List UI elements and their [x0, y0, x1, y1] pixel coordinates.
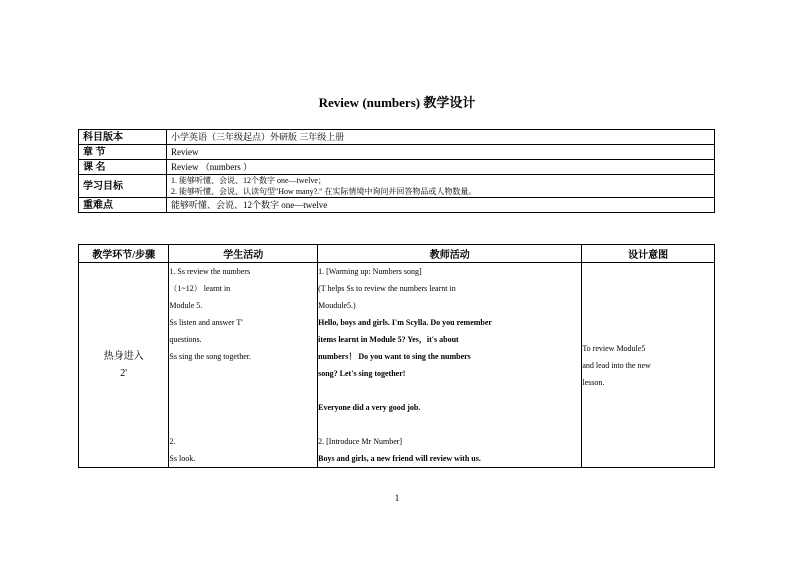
info-label: 章 节	[79, 145, 167, 160]
stage-cell	[79, 263, 169, 468]
student-line: Module 5.	[169, 301, 203, 310]
lesson-header-row	[79, 245, 715, 263]
info-label: 科目版本	[79, 130, 167, 145]
header-design-intent: 设计意图	[582, 245, 715, 263]
info-label: 课 名	[79, 160, 167, 175]
lesson-plan-table	[78, 244, 715, 468]
student-line	[169, 399, 317, 416]
teacher-line: numbers！ Do you want to sing the numbers	[318, 352, 471, 361]
lesson-row-warmup	[79, 263, 715, 468]
student-line: Ss look.	[169, 454, 196, 463]
header-teacher-activity: 教师活动	[318, 245, 582, 263]
student-line: （1~12） learnt in	[169, 284, 231, 293]
info-row-subject	[79, 130, 715, 145]
info-row-chapter	[79, 145, 715, 160]
intent-line: and lead into the new	[582, 360, 651, 370]
info-value: Review （numbers ）	[167, 160, 715, 175]
info-row-objectives	[79, 175, 715, 198]
teacher-line	[318, 382, 581, 399]
objective-line: 1. 能够听懂、会说、12个数字 one—twelve；	[171, 176, 326, 185]
teacher-line: Moudule5.)	[318, 301, 356, 310]
student-line: Ss sing the song together.	[169, 352, 251, 361]
header-student-activity: 学生活动	[169, 245, 318, 263]
teacher-line: items learnt in Module 5? Yes，it's about	[318, 335, 459, 344]
info-label: 学习目标	[79, 175, 167, 198]
student-activity-cell	[169, 263, 318, 468]
header-step: 教学环节/步骤	[79, 245, 169, 263]
teacher-line: song? Let's sing together!	[318, 369, 406, 378]
stage-name: 热身进入	[103, 351, 144, 362]
stage-time: 2'	[120, 368, 128, 379]
info-value: Review	[167, 145, 715, 160]
design-intent-cell	[582, 263, 715, 468]
intent-line: lesson.	[582, 377, 605, 387]
student-line	[169, 365, 317, 382]
student-line: 1. Ss review the numbers	[169, 267, 251, 276]
teacher-line: Everyone did a very good job.	[318, 403, 421, 412]
info-row-key-points	[79, 198, 715, 213]
info-label: 重难点	[79, 198, 167, 213]
teacher-line: Boys and girls, a new friend will review with us.	[318, 454, 481, 463]
teacher-line	[318, 416, 581, 433]
student-line: questions.	[169, 335, 202, 344]
teacher-line: 2. [Introduce Mr Number]	[318, 437, 403, 446]
info-value	[167, 175, 715, 198]
intent-line: To review Module5	[582, 343, 646, 353]
student-line	[169, 382, 317, 399]
teacher-line: 1. [Warming up: Numbers song]	[318, 267, 422, 276]
objective-line: 2. 能够听懂、会说、认读句型"How many?." 在实际情境中询问并回答物品或人物数量。	[171, 187, 477, 196]
course-info-table	[78, 129, 715, 213]
page-title: Review (numbers) 教学设计	[318, 95, 476, 110]
page-number: 1	[394, 493, 400, 503]
info-value: 能够听懂、会说、12个数字 one—twelve	[167, 198, 715, 213]
student-line: Ss listen and answer T'	[169, 318, 243, 327]
student-line	[169, 416, 317, 433]
student-line: 2.	[169, 437, 176, 446]
info-value: 小学英语（三年级起点）外研版 三年级上册	[167, 130, 715, 145]
teacher-line: (T helps Ss to review the numbers learnt in	[318, 284, 456, 293]
info-row-lesson-name	[79, 160, 715, 175]
teacher-activity-cell	[318, 263, 582, 468]
teacher-line: Hello, boys and girls. I'm Scylla. Do you remember	[318, 318, 492, 327]
